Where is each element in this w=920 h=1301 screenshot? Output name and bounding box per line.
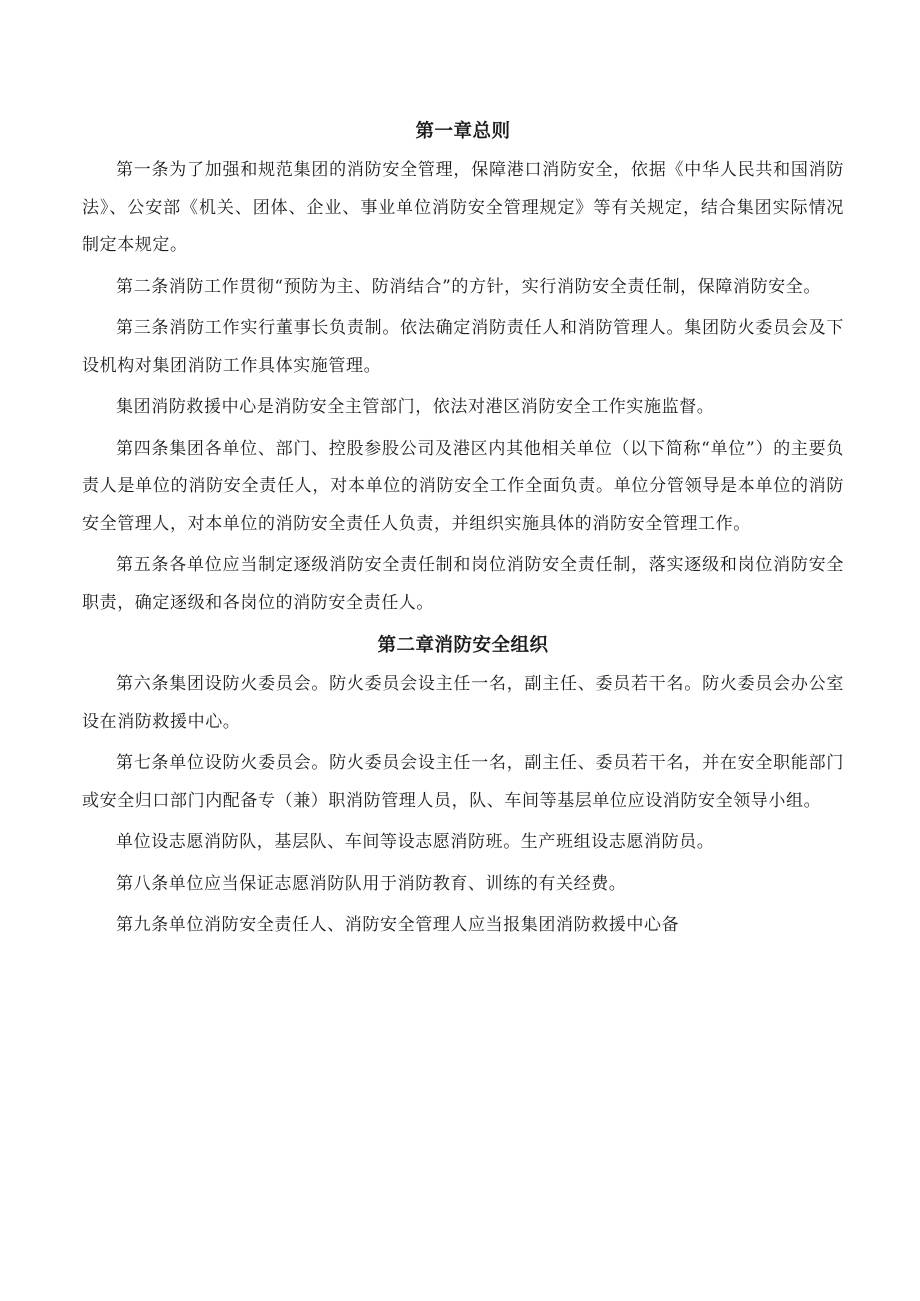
article-8: 第八条单位应当保证志愿消防队用于消防教育、训练的有关经费。 — [116, 873, 627, 894]
chapter-2-title: 第二章消防安全组织 — [377, 635, 549, 656]
article-7-supplement: 单位设志愿消防队，基层队、车间等设志愿消防班。生产班组设志愿消防员。 — [116, 832, 715, 852]
article-7: 第七条单位设防火委员会。防火委员会设主任一名，副主任、委员若干名，并在安全职能部门或安全归口部门内配备专（兼）职消防管理人员，队、车间等基层单位应设消防安全领导小组。 — [82, 753, 844, 811]
article-3: 第三条消防工作实行董事长负责制。依法确定消防责任人和消防管理人。集团防火委员会及下设机构对集团消防工作具体实施管理。 — [82, 318, 844, 376]
article-9: 第九条单位消防安全责任人、消防安全管理人应当报集团消防救援中心备 — [116, 915, 680, 935]
chapter-1-title: 第一章总则 — [415, 121, 511, 142]
article-3-supplement: 集团消防救援中心是消防安全主管部门，依法对港区消防安全工作实施监督。 — [116, 397, 715, 417]
article-1: 第一条为了加强和规范集团的消防安全管理，保障港口消防安全，依据《中华人民共和国消防法》、公安部《机关、团体、企业、事业单位消防安全管理规定》等有关规定，结合集团实际情况制定本规定。 — [82, 160, 844, 255]
document-page — [82, 112, 844, 949]
article-5: 第五条各单位应当制定逐级消防安全责任制和岗位消防安全责任制，落实逐级和岗位消防安全职责，确定逐级和各岗位的消防安全责任人。 — [82, 555, 844, 613]
article-2: 第二条消防工作贯彻“预防为主、防消结合”的方针，实行消防安全责任制，保障消防安全。 — [116, 276, 821, 297]
article-6: 第六条集团设防火委员会。防火委员会设主任一名，副主任、委员若干名。防火委员会办公室设在消防救援中心。 — [82, 674, 844, 732]
article-4: 第四条集团各单位、部门、控股参股公司及港区内其他相关单位（以下简称“单位”）的主要负责人是单位的消防安全责任人，对本单位的消防安全工作全面负责。单位分管领导是本单位的消防安全管理人，对本单位的消防安全责任人负责，并组织实施具体的消防安全管理工作。 — [82, 438, 844, 534]
